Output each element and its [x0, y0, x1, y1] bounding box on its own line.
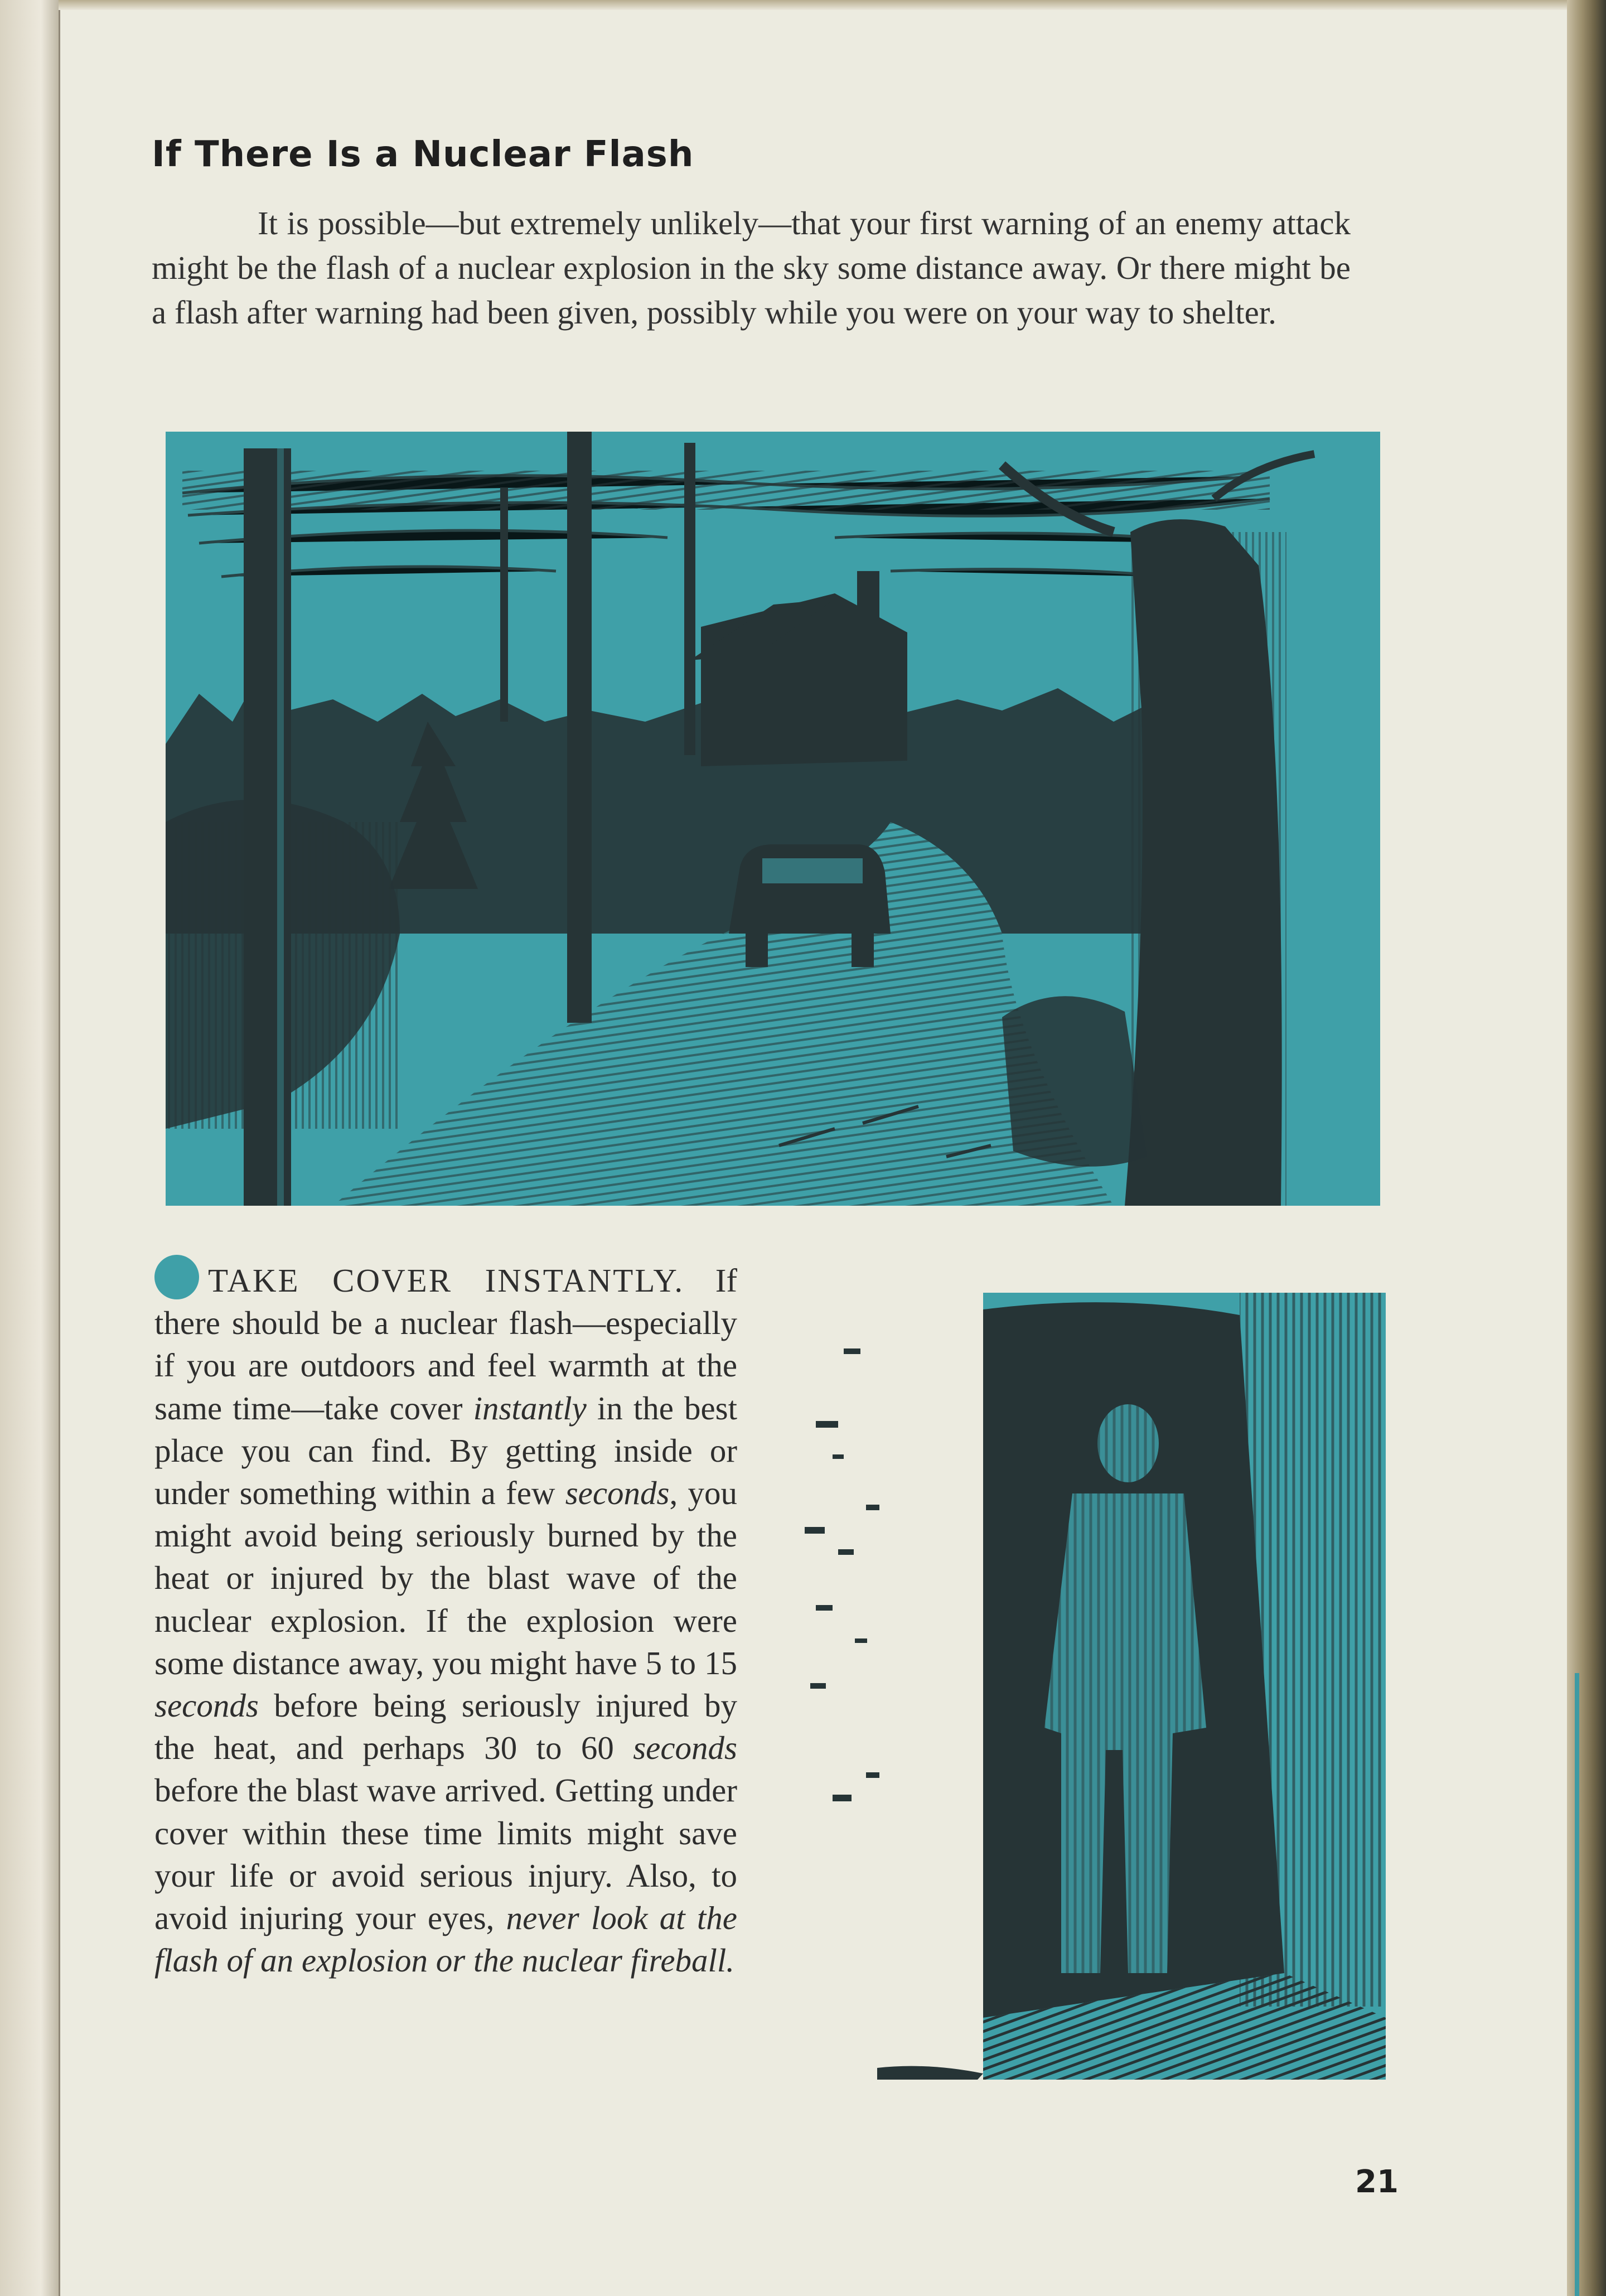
road-illustration [166, 432, 1380, 1206]
section-heading: If There Is a Nuclear Flash [152, 134, 694, 175]
body-text-part: If there should be a nuclear flash—especially if you are outdoors and feel warmth at the same time—take cover [154, 1262, 737, 1427]
doorway-illustration-drawing [782, 1293, 1386, 2080]
road-illustration-drawing [166, 432, 1380, 1206]
emphasis-instantly: instantly [473, 1389, 587, 1427]
take-cover-lead: TAKE COVER INSTANTLY. [208, 1262, 685, 1299]
doorway-illustration [782, 1293, 1386, 2080]
body-text-part: before being seriously injured by the heat, and perhaps 30 to 60 [154, 1687, 737, 1767]
page-top-edge [59, 0, 1567, 10]
emphasis-warning: never look at the flash of an explosion or the nuclear fireball. [154, 1899, 737, 1979]
emphasis-seconds: seconds [154, 1687, 259, 1724]
emphasis-seconds: seconds [633, 1729, 737, 1767]
page-number: 21 [1355, 2164, 1399, 2200]
page-stack-edge [1567, 0, 1606, 2296]
emphasis-seconds: seconds [565, 1475, 670, 1512]
body-text-part: before the blast wave arrived. Getting under cover within these time limits might save your life or avoid serious injury. Also, to avoid injuring your eyes, [154, 1772, 737, 1937]
body-text-part: , you might avoid being seriously burned by the heat or injured by the blast wave of the nuclear explosion. If the explosion were some distance away, you might have 5 to 15 [154, 1475, 737, 1681]
bullet-icon [154, 1255, 199, 1299]
intro-paragraph: It is possible—but extremely unlikely—that your first warning of an enemy attack might be the flash of a nuclear explosion in the sky some distance away. Or there might be a flash after warning had been given, possibly while you were on your way to shelter. [152, 205, 1351, 331]
body-text-part: in the best place you can find. By getting inside or under something within a few [154, 1389, 737, 1512]
take-cover-paragraph [154, 1255, 737, 1981]
facing-page-edge [0, 0, 60, 2296]
